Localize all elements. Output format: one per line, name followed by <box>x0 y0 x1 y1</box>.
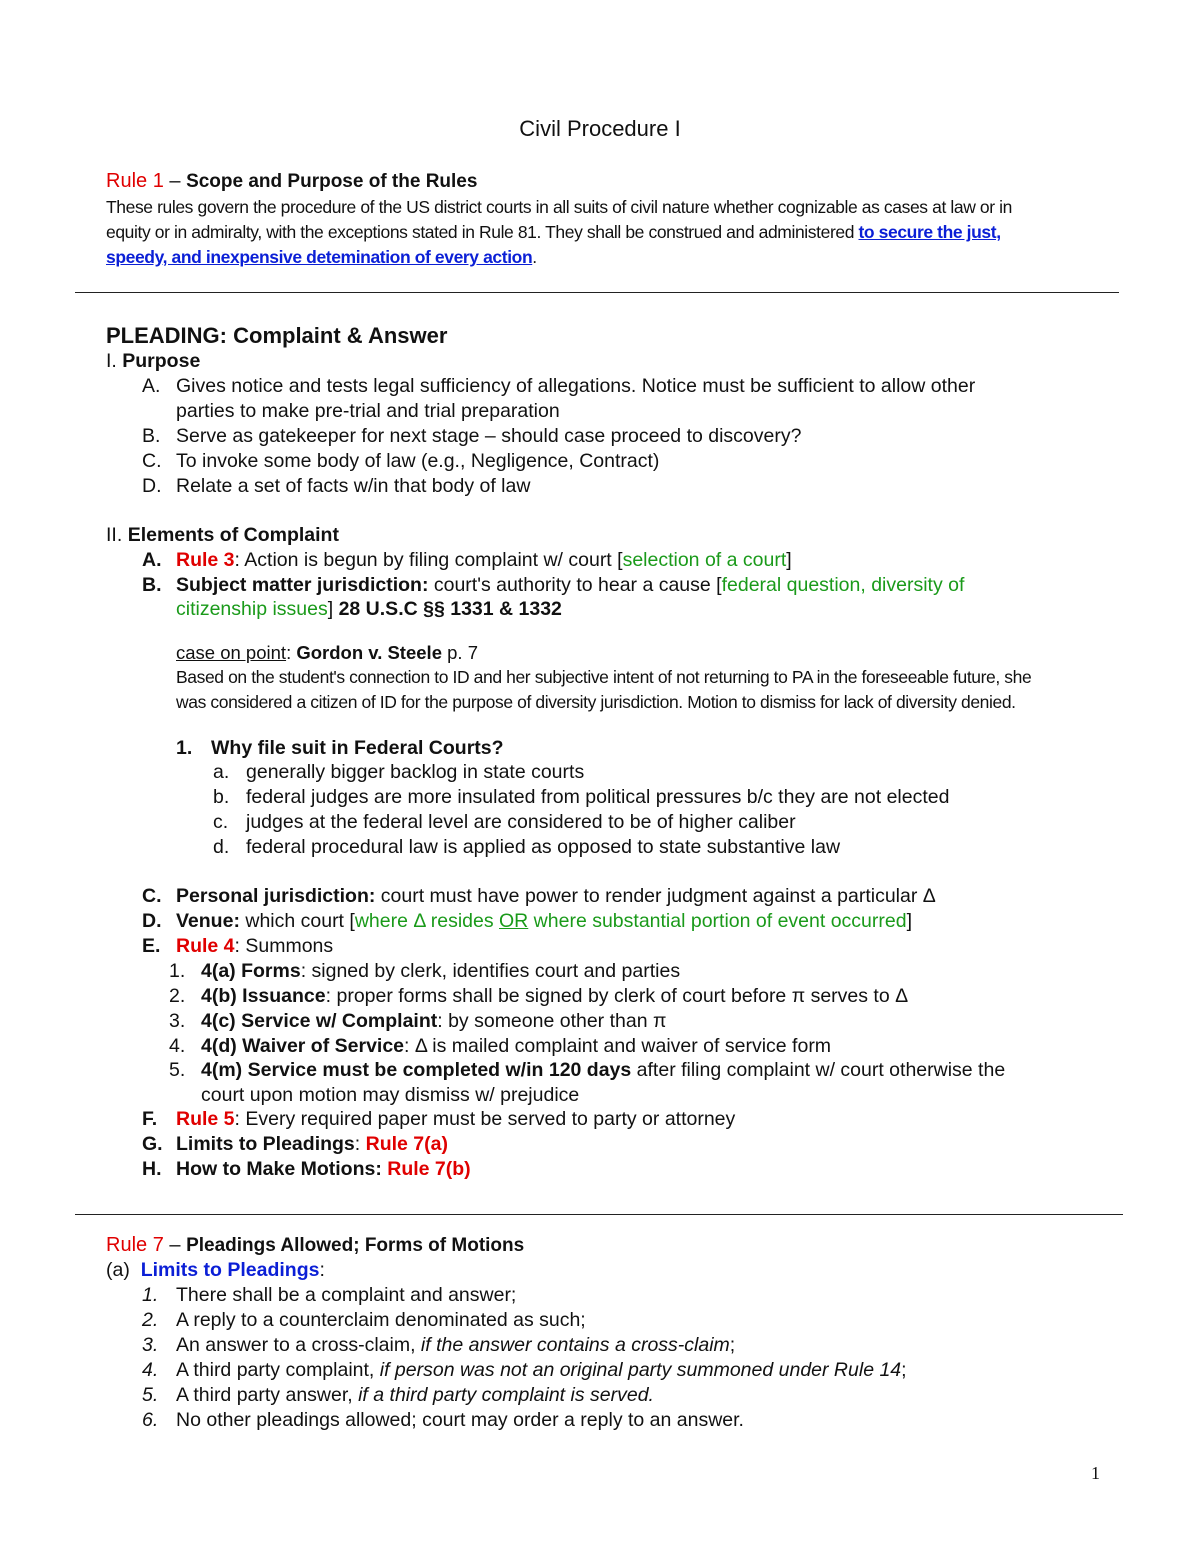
element-g-colon: : <box>354 1133 366 1155</box>
rule1-text-line2 <box>106 222 1001 243</box>
summons-item-text: after filing complaint w/ court otherwise the <box>631 1059 1006 1081</box>
element-a-rule: Rule 3 <box>176 549 235 571</box>
rule7-item <box>176 1384 654 1407</box>
why-item-text: generally bigger backlog in state courts <box>246 761 585 783</box>
page-title: Civil Procedure I <box>519 116 681 141</box>
purpose-item-text: Gives notice and tests legal sufficiency of allegations. Notice must be sufficient to allow other <box>176 375 976 397</box>
rule7-item-marker: 6. <box>142 1409 159 1431</box>
purpose-item-text: Relate a set of facts w/in that body of law <box>176 475 531 497</box>
element-c-marker: C. <box>142 885 162 907</box>
rule1-text-line3 <box>106 247 537 268</box>
purpose-item-marker: D. <box>142 475 162 497</box>
element-g-bold: Limits to Pleadings <box>176 1133 355 1155</box>
element-c-text: court must have power to render judgment against a particular Δ <box>375 885 936 907</box>
rule7-title: Pleadings Allowed; Forms of Motions <box>186 1235 525 1256</box>
summons-item-bold: 4(c) Service w/ Complaint <box>201 1010 438 1032</box>
element-h-rule: Rule 7(b) <box>381 1158 471 1180</box>
element-d-green1: where Δ resides <box>354 910 500 932</box>
summons-item <box>201 985 908 1008</box>
summons-item-text: : proper forms shall be signed by clerk of court before π serves to Δ <box>325 985 909 1007</box>
element-g-rule: Rule 7(a) <box>365 1133 448 1155</box>
case-label: case on point <box>176 642 287 663</box>
rule7-heading <box>106 1234 524 1257</box>
element-a <box>176 549 792 572</box>
element-h <box>176 1158 471 1181</box>
summons-continuation: court upon motion may dismiss w/ prejudice <box>201 1084 580 1106</box>
rule1-link-part2[interactable]: speedy, and inexpensive detemination of every action <box>106 247 533 267</box>
element-f-text: : Every required paper must be served to party or attorney <box>234 1108 736 1130</box>
rule1-label: Rule 1 <box>106 170 164 192</box>
rule7-sub-marker: (a) <box>106 1259 130 1281</box>
divider-1 <box>75 292 1119 293</box>
summons-item <box>201 1035 831 1058</box>
rule1-text-line1: These rules govern the procedure of the US district courts in all suits of civil nature whether cognizable as cases at law or in <box>106 197 1012 217</box>
element-a-green: selection of a court <box>622 549 787 571</box>
summons-item <box>201 960 680 983</box>
element-b-green1: federal question, diversity of <box>721 574 965 596</box>
rule7-item-text: A third party complaint, <box>176 1359 380 1381</box>
page-number: 1 <box>1091 1463 1100 1483</box>
rule7-item-end: ; <box>729 1334 736 1356</box>
case-page: p. 7 <box>441 642 478 663</box>
rule7-item-end: ; <box>901 1359 907 1381</box>
element-b-close: ] <box>327 598 339 620</box>
element-a-marker: A. <box>142 549 162 571</box>
purpose-item-marker: A. <box>142 375 161 397</box>
summons-item-bold: 4(a) Forms <box>201 960 301 982</box>
case-on-point <box>176 642 478 664</box>
rule7-item-text: A third party answer, <box>176 1384 359 1406</box>
purpose-item-text: To invoke some body of law (e.g., Negligence, Contract) <box>176 450 660 472</box>
element-c-bold: Personal jurisdiction: <box>176 885 376 907</box>
rule7-item-text: An answer to a cross-claim, <box>176 1334 421 1356</box>
element-b-statute: 28 U.S.C §§ 1331 & 1332 <box>338 598 562 620</box>
rule7-item <box>176 1309 586 1332</box>
rule1-heading <box>106 170 477 193</box>
element-d-bold: Venue: <box>176 910 240 932</box>
purpose-item-text: parties to make pre-trial and trial preparation <box>176 400 560 422</box>
element-a-text: : Action is begun by filing complaint w/ court [ <box>234 549 623 571</box>
summons-item-marker: 1. <box>169 960 186 982</box>
element-c <box>176 885 936 908</box>
why-item-marker: a. <box>213 761 230 783</box>
rule7-label: Rule 7 <box>106 1234 164 1256</box>
rule7-item <box>176 1409 744 1432</box>
purpose-heading <box>106 350 200 373</box>
element-e-rule: Rule 4 <box>176 935 235 957</box>
pleading-heading: PLEADING: Complaint & Answer <box>106 323 448 348</box>
rule7-item-italic: if the answer contains a cross-claim <box>420 1334 730 1356</box>
purpose-item-text: Serve as gatekeeper for next stage – should case proceed to discovery? <box>176 425 802 447</box>
rule7-item-text: There shall be a complaint and answer; <box>176 1284 517 1306</box>
summons-item-text: : by someone other than π <box>437 1010 667 1032</box>
summons-item-text: : signed by clerk, identifies court and parties <box>300 960 681 982</box>
elements-heading <box>106 524 339 547</box>
element-f-rule: Rule 5 <box>176 1108 235 1130</box>
rule1-dash: – <box>163 170 187 192</box>
element-b-text: court's authority to hear a cause [ <box>428 574 722 596</box>
summons-item <box>201 1059 1005 1082</box>
element-e-marker: E. <box>142 935 161 957</box>
rule1-title: Scope and Purpose of the Rules <box>186 171 478 192</box>
element-a-close: ] <box>786 549 792 571</box>
rule7-sub-title: Limits to Pleadings <box>140 1259 320 1281</box>
why-marker: 1. <box>176 737 193 759</box>
element-g <box>176 1133 448 1156</box>
summons-item-text: : Δ is mailed complaint and waiver of service form <box>404 1035 832 1057</box>
why-item-marker: c. <box>213 811 229 833</box>
element-d-green2: where substantial portion of event occurred <box>528 910 907 932</box>
rule7-item-text: No other pleadings allowed; court may order a reply to an answer. <box>176 1409 744 1431</box>
rule7-dash: – <box>163 1234 187 1256</box>
rule1-link-part1[interactable]: to secure the just, <box>858 222 1001 242</box>
why-item-text: judges at the federal level are considered to be of higher caliber <box>246 811 796 833</box>
rule7-sub-heading <box>106 1259 325 1282</box>
summons-item <box>201 1010 666 1033</box>
why-item-text: federal procedural law is applied as opposed to state substantive law <box>246 836 841 858</box>
element-b-marker: B. <box>142 574 162 596</box>
rule7-item-marker: 2. <box>142 1309 159 1331</box>
element-e <box>176 935 333 958</box>
case-summary-line1: Based on the student's connection to ID and her subjective intent of not returning to PA in the foreseeable future, she <box>176 667 1032 687</box>
case-name: Gordon v. Steele <box>296 642 442 663</box>
element-e-text: : Summons <box>234 935 334 957</box>
summons-item-marker: 2. <box>169 985 186 1007</box>
element-h-marker: H. <box>142 1158 162 1180</box>
rule7-item-marker: 1. <box>142 1284 159 1306</box>
rule7-sub-colon: : <box>319 1259 325 1281</box>
rule7-item-marker: 4. <box>142 1359 159 1381</box>
why-item-marker: d. <box>213 836 230 858</box>
rule7-item-italic: if a third party complaint is served. <box>358 1384 654 1406</box>
purpose-item-marker: C. <box>142 450 162 472</box>
element-g-marker: G. <box>142 1133 163 1155</box>
why-item-text: federal judges are more insulated from political pressures b/c they are not elected <box>246 786 950 808</box>
rule7-item-italic: if person was not an original party summoned under Rule 14 <box>379 1359 902 1381</box>
purpose-numeral: I. <box>106 350 117 372</box>
why-item-marker: b. <box>213 786 230 808</box>
element-b <box>176 574 964 597</box>
divider-2 <box>75 1214 1123 1215</box>
elements-title: Elements of Complaint <box>127 524 339 546</box>
element-b-line2 <box>176 598 562 621</box>
element-d-marker: D. <box>142 910 162 932</box>
element-b-bold: Subject matter jurisdiction: <box>176 574 429 596</box>
rule7-item <box>176 1359 907 1382</box>
rule7-item-text: A reply to a counterclaim denominated as such; <box>176 1309 586 1331</box>
element-d-close: ] <box>906 910 912 932</box>
element-d <box>176 910 912 933</box>
summons-item-bold: 4(b) Issuance <box>201 985 326 1007</box>
summons-item-marker: 4. <box>169 1035 186 1057</box>
rule1-text-line2a: equity or in admiralty, with the exceptions stated in Rule 81. They shall be construed and administered <box>106 222 859 242</box>
element-b-green2: citizenship issues <box>176 598 328 620</box>
why-title: Why file suit in Federal Courts? <box>211 737 504 759</box>
rule7-item <box>176 1334 735 1357</box>
purpose-title: Purpose <box>122 350 201 372</box>
element-d-or: OR <box>499 910 529 932</box>
case-summary-line2: was considered a citizen of ID for the purpose of diversity jurisdiction. Motion to dismiss for lack of diversity denied. <box>176 692 1016 712</box>
rule7-item-marker: 3. <box>142 1334 159 1356</box>
element-h-bold: How to Make Motions: <box>176 1158 382 1180</box>
summons-item-marker: 3. <box>169 1010 186 1032</box>
element-f-marker: F. <box>142 1108 158 1130</box>
rule7-item <box>176 1284 516 1307</box>
summons-item-bold: 4(m) Service must be completed w/in 120 days <box>201 1059 632 1081</box>
summons-item-marker: 5. <box>169 1059 186 1081</box>
elements-numeral: II. <box>106 524 123 546</box>
case-colon: : <box>286 642 297 663</box>
purpose-item-marker: B. <box>142 425 161 447</box>
element-d-text: which court [ <box>239 910 355 932</box>
rule7-item-marker: 5. <box>142 1384 159 1406</box>
rule1-period: . <box>532 247 537 267</box>
summons-item-bold: 4(d) Waiver of Service <box>201 1035 405 1057</box>
element-f <box>176 1108 735 1131</box>
